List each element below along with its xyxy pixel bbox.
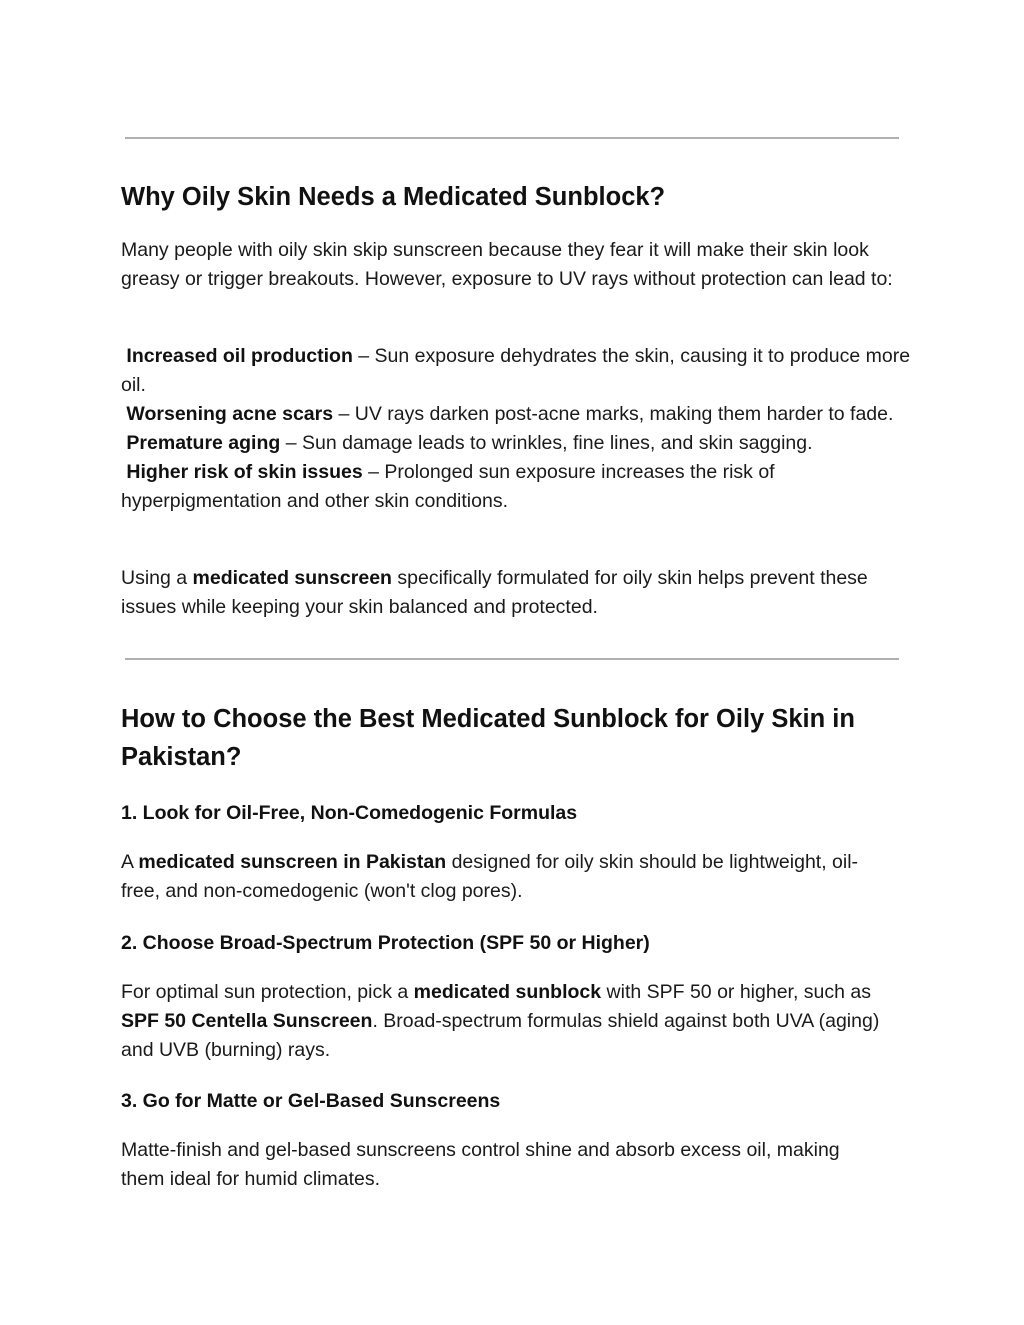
section-title-why-oily-skin: Why Oily Skin Needs a Medicated Sunblock? xyxy=(121,183,666,211)
effect-term: Higher risk of skin issues xyxy=(126,461,363,483)
tip-heading-2: 2. Choose Broad-Spectrum Protection (SPF 50 or Higher) xyxy=(121,932,650,954)
tip-heading-1: 1. Look for Oil-Free, Non-Comedogenic Formulas xyxy=(121,802,578,824)
effect-term: Worsening acne scars xyxy=(126,403,334,425)
effect-desc: – Sun exposure dehydrates the skin, causing it to produce more oil. xyxy=(121,345,911,396)
closing-paragraph xyxy=(121,564,911,622)
closing-text-bold: medicated sunscreen xyxy=(192,567,392,589)
effect-item-oil xyxy=(121,345,910,396)
tip2-text-post: . Broad-spectrum formulas shield against both UVA (aging) and UVB (burning) rays. xyxy=(121,1010,880,1061)
tip2-text-pre: For optimal sun protection, pick a xyxy=(121,981,414,1003)
closing-text-post: specifically formulated for oily skin helps prevent these issues while keeping your skin balanced and protected. xyxy=(121,567,868,618)
effect-item-acne xyxy=(121,403,893,425)
divider-middle xyxy=(125,658,899,660)
effect-term: Premature aging xyxy=(126,432,281,454)
tip1-text-post: designed for oily skin should be lightweight, oil-free, and non-comedogenic (won't clog pores). xyxy=(121,851,859,902)
effect-item-risk xyxy=(121,461,775,512)
tip2-text-bold2: SPF 50 Centella Sunscreen xyxy=(121,1010,373,1032)
tip-paragraph-1 xyxy=(121,848,881,906)
tip2-text-bold: medicated sunblock xyxy=(413,981,602,1003)
intro-paragraph: Many people with oily skin skip sunscreen because they fear it will make their skin look greasy or trigger breakouts. However, exposure to UV rays without protection can lead to: xyxy=(121,239,893,290)
effect-desc: – Prolonged sun exposure increases the risk of hyperpigmentation and other skin conditions. xyxy=(121,461,775,512)
effect-desc: – Sun damage leads to wrinkles, fine lines, and skin sagging. xyxy=(280,432,813,454)
tip2-text-mid: with SPF 50 or higher, such as xyxy=(601,981,871,1003)
effect-term: Increased oil production xyxy=(126,345,353,367)
tip-heading-3: 3. Go for Matte or Gel-Based Sunscreens xyxy=(121,1090,501,1112)
effect-desc: – UV rays darken post-acne marks, making them harder to fade. xyxy=(333,403,894,425)
effects-list xyxy=(121,342,911,516)
tip1-text-pre: A xyxy=(121,851,139,873)
tip-paragraph-3: Matte-finish and gel-based sunscreens control shine and absorb excess oil, making them ideal for humid climates. xyxy=(121,1139,840,1190)
tip1-text-bold: medicated sunscreen in Pakistan xyxy=(138,851,447,873)
divider-top xyxy=(125,137,899,139)
tip-paragraph-2 xyxy=(121,978,901,1065)
effect-item-aging xyxy=(121,432,813,454)
closing-text-pre: Using a xyxy=(121,567,193,589)
section-title-how-to-choose: How to Choose the Best Medicated Sunblock for Oily Skin in Pakistan? xyxy=(121,705,855,771)
